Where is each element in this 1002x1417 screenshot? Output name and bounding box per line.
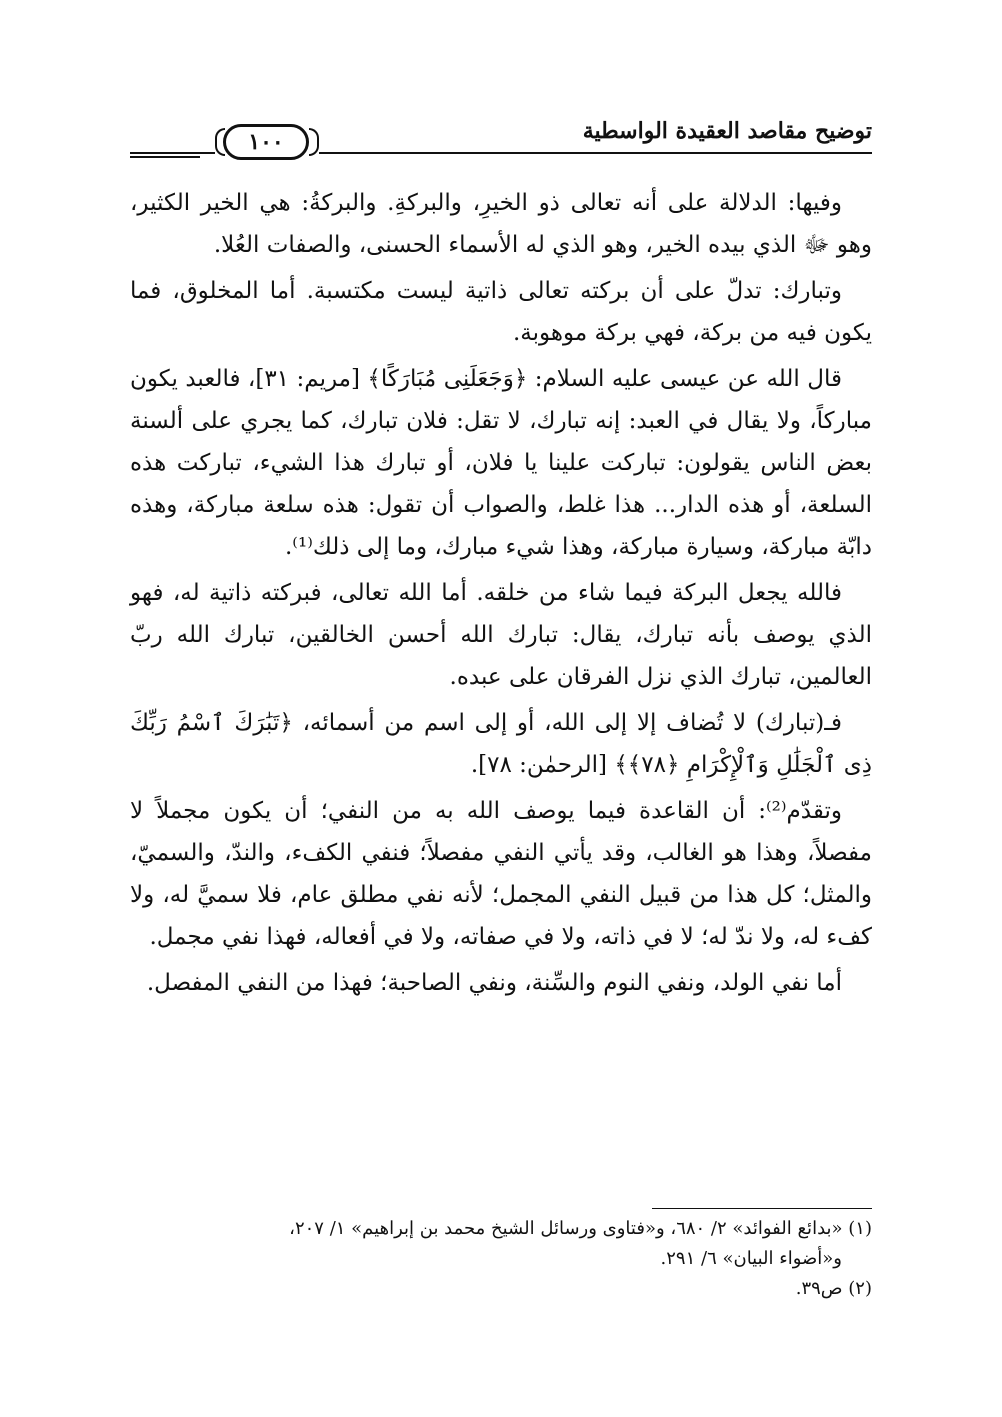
footnote-separator <box>652 1208 872 1209</box>
book-title: توضيح مقاصد العقيدة الواسطية <box>582 118 872 144</box>
paragraph: فـ(تبارك) لا تُضاف إلا إلى الله، أو إلى اسم من أسمائه، ﴿تَبَٰرَكَ ٱسْمُ رَبِّكَ ذِى ٱلْجَلَٰلِ وَٱلْإِكْرَامِ ﴿٧٨﴾﴾ [الرحمٰن: ٧٨]. <box>130 710 872 778</box>
page-number: ١٠٠ <box>223 124 309 160</box>
page-header <box>130 112 872 168</box>
main-text <box>130 182 872 1008</box>
page-number-ornament <box>215 124 319 164</box>
footnote-1: (١) «بدائع الفوائد» ٢/ ٦٨٠، و«فتاوى ورسائل الشيخ محمد بن إبراهيم» ١/ ٢٠٧، <box>289 1218 872 1239</box>
paragraph: وتقدّم⁽²⁾: أن القاعدة فيما يوصف الله به من النفي؛ أن يكون مجملاً لا مفصلاً، وهذا هو الغالب، وقد يأتي النفي مفصلاً؛ فنفي الكفء، والندّ، والسميّ، والمثل؛ كل هذا من قبيل النفي المجمل؛ لأنه نفي مطلق عام، فلا سميَّ له، ولا كفء له، ولا ندّ له؛ لا في ذاته، ولا في صفاته، ولا في أفعاله، فهذا نفي مجمل. <box>130 798 872 950</box>
paragraph: وتبارك: تدلّ على أن بركته تعالى ذاتية ليست مكتسبة. أما المخلوق، فما يكون فيه من بركة، فهي بركة موهوبة. <box>130 278 872 346</box>
paragraph: أما نفي الولد، ونفي النوم والسِّنة، ونفي الصاحبة؛ فهذا من النفي المفصل. <box>146 970 842 996</box>
paragraph: قال الله عن عيسى عليه السلام: ﴿وَجَعَلَنِى مُبَارَكًا﴾ [مريم: ٣١]، فالعبد يكون مباركاً، ولا يقال في العبد: إنه تبارك، لا تقل: فلان تبارك، كما يجري على ألسنة بعض الناس يقولون: تباركت علينا يا فلان، أو تبارك هذا الشيء، تباركت هذه السلعة، أو هذه الدار... هذا غلط، والصواب أن تقول: هذه سلعة مباركة، وهذه دابّة مباركة، وسيارة مباركة، وهذا شيء مبارك، وما إلى ذلك⁽¹⁾. <box>130 366 872 560</box>
ornament-right-cap <box>309 128 319 156</box>
footnotes <box>130 1214 872 1304</box>
footnote-2: (٢) ص٣٩. <box>795 1278 872 1299</box>
header-rule-short <box>130 156 200 158</box>
footnote-1-continued: و«أضواء البيان» ٦/ ٢٩١. <box>660 1248 842 1269</box>
paragraph: وفيها: الدلالة على أنه تعالى ذو الخيرِ، والبركةِ. والبركةُ: هي الخير الكثير، وهو ﷻ الذي بيده الخير، وهو الذي له الأسماء الحسنى، والصفات العُلا. <box>130 190 872 258</box>
paragraph: فالله يجعل البركة فيما شاء من خلقه. أما الله تعالى، فبركته ذاتية له، فهو الذي يوصف بأنه تبارك، يقال: تبارك الله أحسن الخالقين، تبارك الله ربّ العالمين، تبارك الذي نزل الفرقان على عبده. <box>130 580 872 690</box>
